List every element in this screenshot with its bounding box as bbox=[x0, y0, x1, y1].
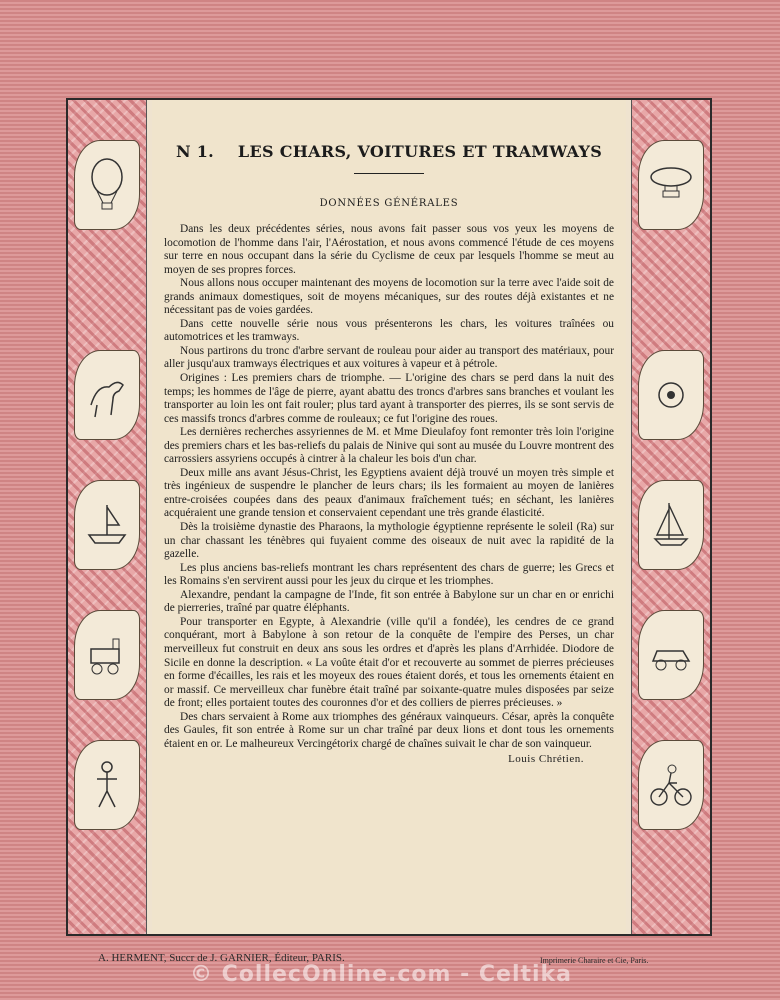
airship-icon bbox=[647, 155, 695, 215]
gear-icon bbox=[647, 365, 695, 425]
horse-carriage-vignette bbox=[74, 350, 140, 440]
series-number: N 1. bbox=[175, 142, 215, 161]
title-rule bbox=[354, 173, 424, 174]
sailing-ship-vignette bbox=[638, 480, 704, 570]
horse-icon bbox=[83, 365, 131, 425]
body-text bbox=[164, 223, 614, 751]
paragraph: Les dernières recherches assyriennes de M. et Mme Dieulafoy font remonter très loin l'origine des premiers chars et les bas-reliefs du palais de Ninive qui sont au musée du Louvre montrent des carrossiers assyriens occupés à cintrer à la chaleur les bois d'un char. bbox=[164, 426, 614, 466]
series-title bbox=[164, 142, 614, 161]
sailboat-icon bbox=[647, 495, 695, 555]
cover-sheet bbox=[66, 98, 712, 936]
cyclist-vignette bbox=[638, 740, 704, 830]
author-signature: Louis Chrétien. bbox=[508, 753, 584, 766]
watermark-text: © CollecOnline.com - Celtika bbox=[190, 962, 573, 987]
paragraph: Origines : Les premiers chars de triomphe. — L'origine des chars se perd dans la nuit des temps; les hommes de l'âge de pierre, ayant abattu des troncs d'arbres sans branches et voulant les transporter au loin les ont fait rouler; plus tard ayant à transporter des pierres, ils se sont servis de ces massifs troncs d'arbres comme de rouleaux; ce fut l'origine des roues. bbox=[164, 372, 614, 425]
paragraph: Deux mille ans avant Jésus-Christ, les Egyptiens avaient déjà trouvé un moyen très simple et très ingénieux de suspendre le plancher de leurs chars; ils les formaient au moyen de lanières entre-croisées coupées dans des peaux d'animaux fraîchement tués; en séchant, les lanières acquéraient une grande tension et conservaient cependant une très grande élasticité. bbox=[164, 466, 614, 520]
locomotive-icon bbox=[83, 625, 131, 685]
balloon-vignette bbox=[74, 140, 140, 230]
airship-vignette bbox=[638, 140, 704, 230]
paragraph: Des chars servaient à Rome aux triomphes des généraux vainqueurs. César, après la conquête des Gaules, fit son entrée à Rome sur un char traîné par deux lions et dont tous les ornements étaient en or. Le malheureux Vercingétorix chargé de chaînes suivait le char de son vainqueur. bbox=[164, 710, 614, 750]
paragraph: Nous partirons du tronc d'arbre servant de rouleau pour aider au transport des matériaux, pour aller jusqu'aux tramways électriques et aux voitures à vapeur et à pétrole. bbox=[164, 344, 614, 371]
title-text: LES CHARS, VOITURES ET TRAMWAYS bbox=[237, 142, 603, 161]
paragraph: Pour transporter en Egypte, à Alexandrie (ville qu'il a fondée), les cendres de ce grand conquérant, mort à Babylone à son retour de la conquête de l'empire des Perses, un char merveilleux fut construit en deux ans sous les ordres et d'après les plans d'Arrhidée. Diodore de Sicile en donne la description. « La voûte était d'or et recouverte au sommet de pierres précieuses en forme d'écailles, les rais et les moyeux des roues étaient dorés, et tous les ornements étaient en or massif. Ce merveilleux char funèbre était traîné par soixante-quatre mules disposées par seize de front; elles portaient toutes des couronnes d'or et des colliers de pierres précieuses. » bbox=[164, 615, 614, 710]
printer-line: Imprimerie Charaire et Cie, Paris. bbox=[540, 956, 649, 965]
paragraph: Dès la troisième dynastie des Pharaons, la mythologie égyptienne représente le soleil (Ra) sur un char chassant les ténèbres qui fuyaient comme des oiseaux de nuit avec la rapidité de la gazelle. bbox=[164, 521, 614, 561]
paragraph: Nous allons nous occuper maintenant des moyens de locomotion sur la terre avec l'aide soit de grands animaux domestiques, soit de moyens mécaniques, sur des routes déjà existantes et ne nécessitant pas de voies gardées. bbox=[164, 277, 614, 317]
balloon-icon bbox=[83, 155, 131, 215]
paragraph: Dans cette nouvelle série nous vous présenterons les chars, les voitures traînées ou automotrices et les tramways. bbox=[164, 317, 614, 344]
left-ornamental-border bbox=[68, 100, 147, 934]
machine-vignette bbox=[638, 350, 704, 440]
ship-icon bbox=[83, 495, 131, 555]
car-icon bbox=[647, 625, 695, 685]
bicycle-icon bbox=[647, 755, 695, 815]
right-ornamental-border bbox=[631, 100, 710, 934]
paragraph: Dans les deux précédentes séries, nous avons fait passer sous vos yeux les moyens de locomotion de l'homme dans l'air, l'Aérostation, et nous avons commencé l'étude de ces moyens sur terre en nous occupant dans la série du Cyclisme de ceux par lesquels l'homme se meut au moyen de ses propres forces. bbox=[164, 223, 614, 276]
motor-car-vignette bbox=[638, 610, 704, 700]
text-panel bbox=[152, 100, 626, 934]
section-heading: DONNÉES GÉNÉRALES bbox=[319, 198, 459, 209]
publisher-line: A. HERMENT, Succr de J. GARNIER, Éditeur, PARIS. bbox=[98, 952, 345, 964]
dancer-vignette bbox=[74, 740, 140, 830]
figure-icon bbox=[83, 755, 131, 815]
ship-vignette bbox=[74, 480, 140, 570]
steam-engine-vignette bbox=[74, 610, 140, 700]
paragraph: Alexandre, pendant la campagne de l'Inde, fit son entrée à Babylone sur un char en or enrichi de pierreries, traîné par quatre éléphants. bbox=[164, 588, 614, 615]
paragraph: Les plus anciens bas-reliefs montrant les chars représentent des chars de guerre; les Grecs et les Romains s'en servirent aussi pour les jeux du cirque et les triomphes. bbox=[164, 561, 614, 588]
